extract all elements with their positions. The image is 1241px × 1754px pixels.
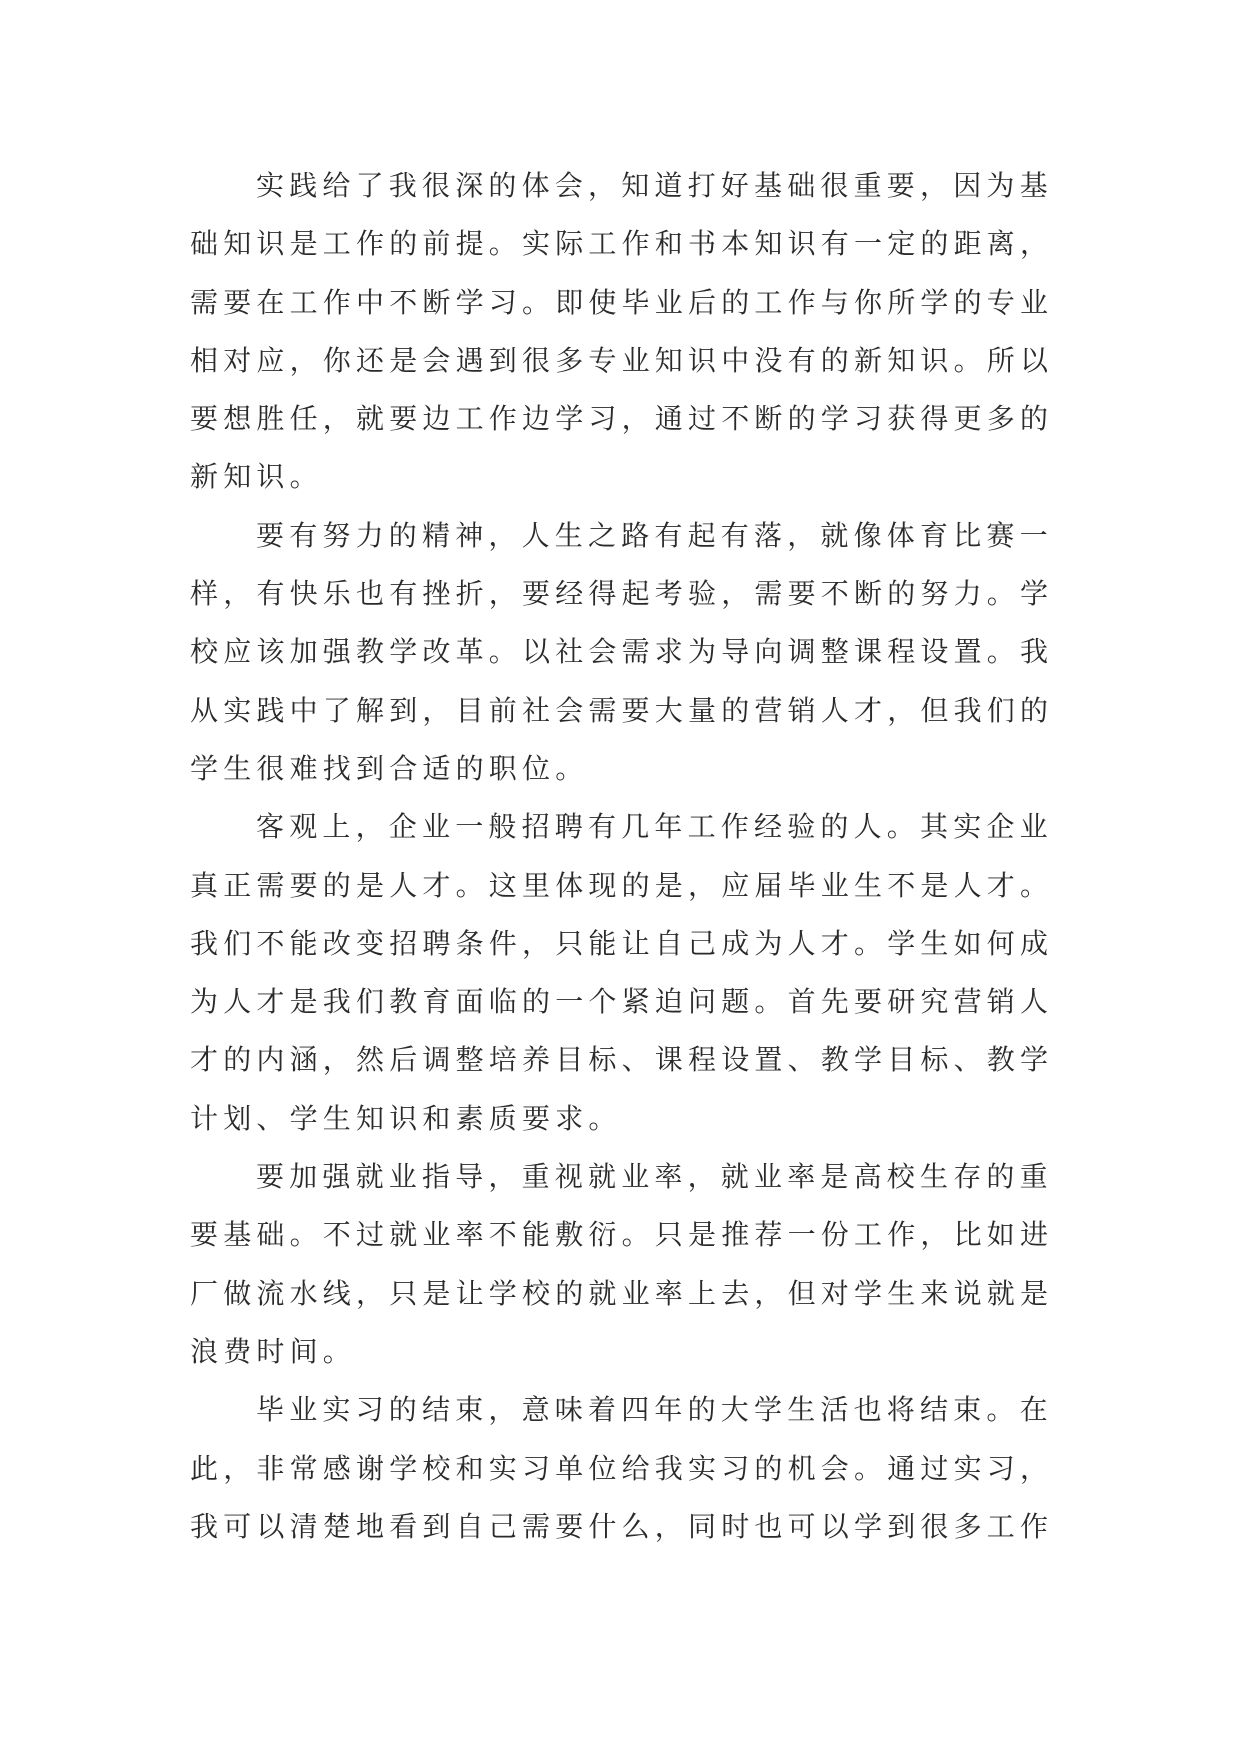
paragraph-3 [190, 798, 1070, 1148]
text-line: 客观上，企业一般招聘有几年工作经验的人。其实企业 [256, 810, 1053, 844]
text-line: 厂做流水线，只是让学校的就业率上去，但对学生来说就是 [190, 1276, 1054, 1310]
text-line: 计划、学生知识和素质要求。 [190, 1101, 622, 1135]
text-line: 新知识。 [190, 460, 323, 494]
text-line: 才的内涵，然后调整培养目标、课程设置、教学目标、教学 [190, 1043, 1054, 1077]
text-line: 要基础。不过就业率不能敷衍。只是推荐一份工作，比如进 [190, 1218, 1054, 1252]
text-line: 学生很难找到合适的职位。 [190, 751, 589, 785]
text-line: 础知识是工作的前提。实际工作和书本知识有一定的距离， [190, 227, 1054, 261]
text-line: 要加强就业指导，重视就业率，就业率是高校生存的重 [256, 1160, 1053, 1194]
text-line: 此，非常感谢学校和实习单位给我实习的机会。通过实习， [190, 1451, 1054, 1485]
text-line: 实践给了我很深的体会，知道打好基础很重要，因为基 [256, 169, 1053, 202]
text-line: 我可以清楚地看到自己需要什么，同时也可以学到很多工作 [190, 1509, 1054, 1543]
text-line: 需要在工作中不断学习。即使毕业后的工作与你所学的专业 [190, 285, 1054, 319]
paragraph-5 [190, 1381, 1070, 1556]
paragraph-4 [190, 1148, 1070, 1381]
text-line: 样，有快乐也有挫折，要经得起考验，需要不断的努力。学 [190, 577, 1054, 611]
paragraph-2 [190, 507, 1070, 798]
text-line: 浪费时间。 [190, 1334, 357, 1368]
text-line: 从实践中了解到，目前社会需要大量的营销人才，但我们的 [190, 693, 1054, 727]
text-line: 为人才是我们教育面临的一个紧迫问题。首先要研究营销人 [190, 985, 1054, 1019]
text-line: 要有努力的精神，人生之路有起有落，就像体育比赛一 [256, 518, 1053, 552]
text-line: 毕业实习的结束，意味着四年的大学生活也将结束。在 [256, 1393, 1053, 1427]
document-body [190, 157, 1070, 1556]
text-line: 相对应，你还是会遇到很多专业知识中没有的新知识。所以 [190, 343, 1054, 377]
text-line: 我们不能改变招聘条件，只能让自己成为人才。学生如何成 [190, 926, 1054, 960]
text-line: 要想胜任，就要边工作边学习，通过不断的学习获得更多的 [190, 402, 1054, 436]
text-line: 真正需要的是人才。这里体现的是，应届毕业生不是人才。 [190, 868, 1054, 902]
paragraph-1 [190, 157, 1070, 507]
text-line: 校应该加强教学改革。以社会需求为导向调整课程设置。我 [190, 635, 1054, 669]
